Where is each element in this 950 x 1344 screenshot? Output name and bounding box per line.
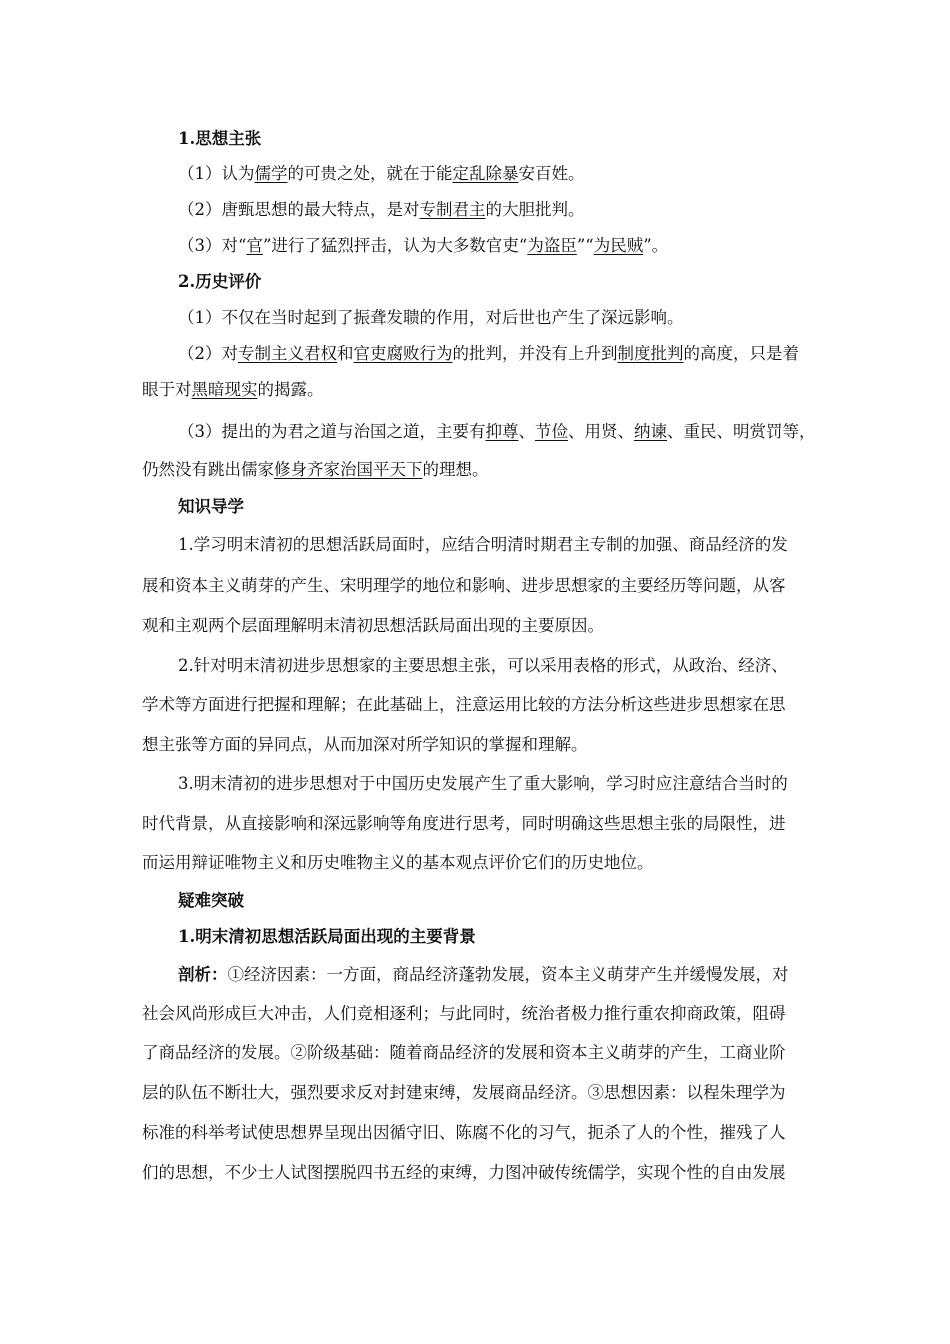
paragraph-line <box>178 163 585 185</box>
text: （3）提出的为君之道与治国之道，主要有 <box>178 422 486 441</box>
text: （2）唐甄思想的最大特点，是对 <box>178 200 420 219</box>
paragraph-line: 层的队伍不断壮大，强烈要求反对封建束缚，发展商品经济。③思想因素：以程朱理学为 <box>142 1083 786 1102</box>
text: 和 <box>337 344 354 363</box>
paragraph-line: （1）不仅在当时起到了振聋发聩的作用，对后世也产生了深远影响。 <box>178 308 684 327</box>
paragraph-line: 了商品经济的发展。②阶级基础：随着商品经济的发展和资本主义萌芽的产生，工商业阶 <box>142 1043 786 1062</box>
text: ”。 <box>643 236 669 255</box>
underlined-term: 定乱除暴 <box>452 164 519 183</box>
text: 、用贤、 <box>568 422 634 441</box>
paragraph-line <box>142 459 489 481</box>
text: 、重民、明赏罚等， <box>667 422 816 441</box>
underlined-term: 专制主义君权 <box>238 344 337 363</box>
text: 眼于对 <box>142 380 192 399</box>
text: 、 <box>518 422 535 441</box>
paragraph-line <box>178 964 789 986</box>
underlined-term: 抑尊 <box>485 422 519 441</box>
underlined-term: 黑暗现实 <box>191 380 258 399</box>
text: 的大胆批判。 <box>485 200 585 219</box>
underlined-term: 官吏腐败行为 <box>353 344 453 363</box>
paragraph-line: 3.明末清初的进步思想对于中国历史发展产生了重大影响，学习时应注意结合当时的 <box>178 774 788 793</box>
underlined-term: 为盗臣 <box>527 236 577 255</box>
section-heading-evaluation: 2.历史评价 <box>178 272 262 291</box>
paragraph-line: 们的思想，不少士人试图摆脱四书五经的束缚，力图冲破传统儒学，实现个性的自由发展 <box>142 1163 786 1182</box>
paragraph-line: 社会风尚形成巨大冲击，人们竞相逐利；与此同时，统治者极力推行重农抑商政策，阻碍 <box>142 1004 786 1023</box>
section-heading-thoughts: 1.思想主张 <box>178 129 262 148</box>
section-heading-guide: 知识导学 <box>178 497 244 516</box>
text: ”“ <box>576 236 594 255</box>
paragraph-line: 学术等方面进行把握和理解；在此基础上，注意运用比较的方法分析这些进步思想家在思 <box>142 695 786 714</box>
paragraph-line: 而运用辩证唯物主义和历史唯物主义的基本观点评价它们的历史地位。 <box>142 853 654 872</box>
text: 仍然没有跳出儒家 <box>142 460 274 479</box>
paragraph-line: 展和资本主义萌芽的产生、宋明理学的地位和影响、进步思想家的主要经历等问题，从客 <box>142 576 786 595</box>
section-heading-difficulty: 疑难突破 <box>178 891 244 910</box>
text: 的揭露。 <box>257 380 324 399</box>
subheading: 1.明末清初思想活跃局面出现的主要背景 <box>178 927 476 946</box>
text: （1）认为 <box>178 164 255 183</box>
text: （3）对“ <box>178 236 247 255</box>
underlined-term: 官 <box>246 236 263 255</box>
paragraph-line <box>178 343 799 365</box>
paragraph-line: 2.针对明末清初进步思想家的主要思想主张，可以采用表格的形式，从政治、经济、 <box>178 656 788 675</box>
text: 的理想。 <box>422 460 489 479</box>
text: ”进行了猛烈抨击，认为大多数官吏“ <box>262 236 528 255</box>
text: 的批判，并没有上升到 <box>452 344 618 363</box>
underlined-term: 儒学 <box>254 164 288 183</box>
underlined-term: 节俭 <box>535 422 568 441</box>
paragraph-line: 1.学习明末清初的思想活跃局面时，应结合明清时期君主专制的加强、商品经济的发 <box>178 535 788 554</box>
underlined-term: 为民贼 <box>593 236 644 255</box>
text: 安百姓。 <box>518 164 585 183</box>
paragraph-line <box>178 421 816 443</box>
paragraph-line: 观和主观两个层面理解明末清初思想活跃局面出现的主要原因。 <box>142 616 604 635</box>
underlined-term: 专制君主 <box>419 200 486 219</box>
text: （2）对 <box>178 344 238 363</box>
underlined-term: 制度批判 <box>617 344 684 363</box>
paragraph-line <box>178 235 668 257</box>
analysis-label: 剖析： <box>178 965 228 984</box>
underlined-term: 纳谏 <box>634 422 667 441</box>
paragraph-line: 标准的科举考试使思想界呈现出因循守旧、陈腐不化的习气，扼杀了人的个性，摧残了人 <box>142 1123 786 1142</box>
paragraph-line <box>178 199 585 221</box>
text: 的高度，只是着 <box>683 344 799 363</box>
underlined-term: 修身齐家治国平天下 <box>274 460 423 479</box>
paragraph-line: 想主张等方面的异同点，从而加深对所学知识的掌握和理解。 <box>142 735 588 754</box>
paragraph-line <box>142 379 324 401</box>
paragraph-line: 时代背景，从直接影响和深远影响等角度进行思考，同时明确这些思想主张的局限性，进 <box>142 814 786 833</box>
text: ①经济因素：一方面，商品经济蓬勃发展，资本主义萌芽产生并缓慢发展，对 <box>227 965 789 984</box>
text: 的可贵之处，就在于能 <box>287 164 453 183</box>
